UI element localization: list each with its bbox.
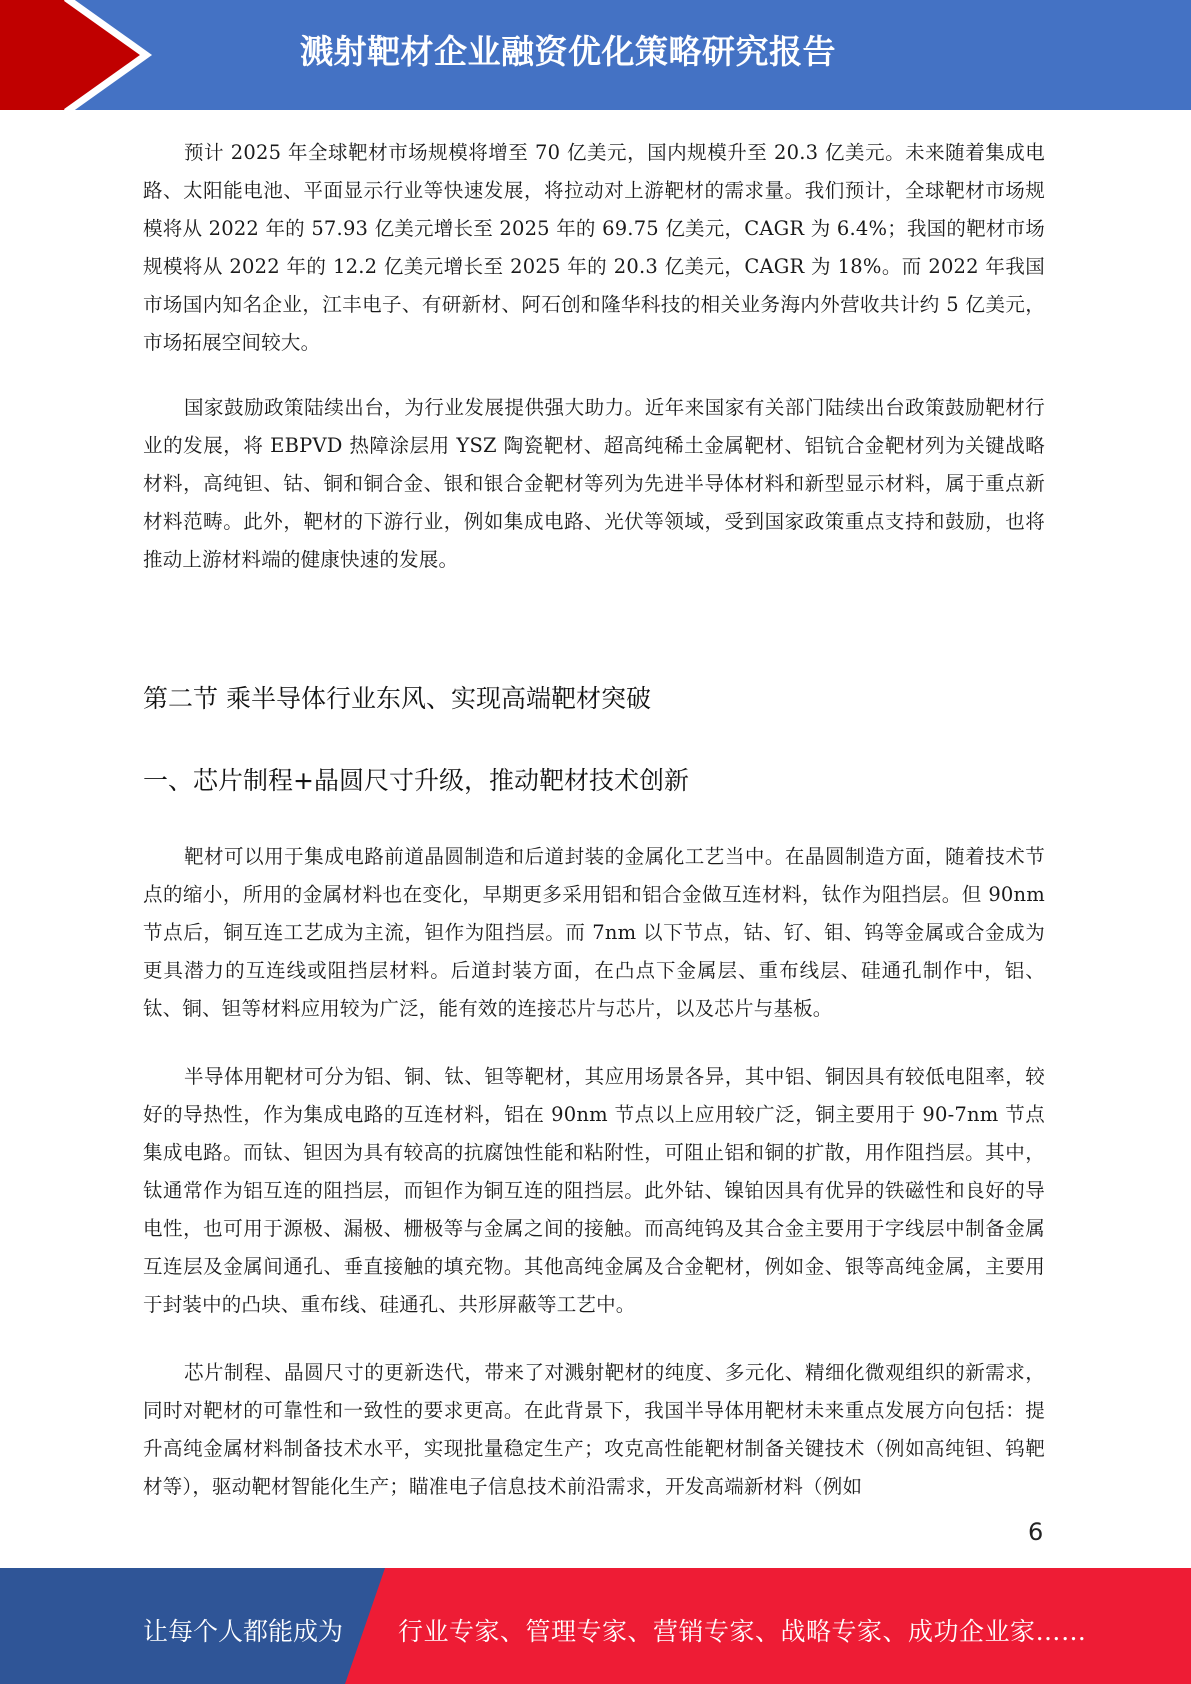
section-heading: 第二节 乘半导体行业东风、实现高端靶材突破 [143, 684, 651, 713]
paragraph-semiconductor-targets: 半导体用靶材可分为铝、铜、钛、钽等靶材，其应用场景各异，其中铝、铜因具有较低电阻率，较好的导热性，作为集成电路的互连材料，铝在 90nm 节点以上应用较广泛，铜主要用于 90-7nm 节点集成电路。而钛、钽因为具有较高的抗腐蚀性能和粘附性，可阻止铝和铜的扩散，用作阻挡层。其中，钛通常作为铝互连的阻挡层，而钽作为铜互连的阻挡层。此外钴、镍铂因具有优异的铁磁性和良好的导电性，也可用于源极、漏极、栅极等与金属之间的接触。而高纯钨及其合金主要用于字线层中制备金属互连层及金属间通孔、垂直接触的填充物。其他高纯金属及合金靶材，例如金、银等高纯金属，主要用于封装中的凸块、重布线、硅通孔、共形屏蔽等工艺中。 [143, 1065, 1045, 1316]
report-title: 溅射靶材企业融资优化策略研究报告 [300, 32, 836, 71]
footer-slogan-left: 让每个人都能成为 [143, 1617, 344, 1646]
paragraph-wafer-metallization: 靶材可以用于集成电路前道晶圆制造和后道封装的金属化工艺当中。在晶圆制造方面，随着技术节点的缩小，所用的金属材料也在变化，早期更多采用铝和铝合金做互连材料，钛作为阻挡层。但 90nm 节点后，铜互连工艺成为主流，钽作为阻挡层。而 7nm 以下节点，钴、钌、钼、钨等金属或合金成为更具潜力的互连线或阻挡层材料。后道封装方面，在凸点下金属层、重布线层、硅通孔制作中，铝、钛、铜、钽等材料应用较为广泛，能有效的连接芯片与芯片，以及芯片与基板。 [143, 845, 1045, 1020]
paragraph-development-direction: 芯片制程、晶圆尺寸的更新迭代，带来了对溅射靶材的纯度、多元化、精细化微观组织的新需求，同时对靶材的可靠性和一致性的要求更高。在此背景下，我国半导体用靶材未来重点发展方向包括：提升高纯金属材料制备技术水平，实现批量稳定生产；攻克高性能靶材制备关键技术（例如高纯钽、钨靶材等），驱动靶材智能化生产；瞄准电子信息技术前沿需求，开发高端新材料（例如 [143, 1361, 1045, 1498]
page-number: 6 [1028, 1518, 1044, 1546]
paragraph-policy: 国家鼓励政策陆续出台，为行业发展提供强大助力。近年来国家有关部门陆续出台政策鼓励靶材行业的发展，将 EBPVD 热障涂层用 YSZ 陶瓷靶材、超高纯稀土金属靶材、铝钪合金靶材列为关键战略材料，高纯钽、钴、铜和铜合金、银和银合金靶材等列为先进半导体材料和新型显示材料，属于重点新材料范畴。此外，靶材的下游行业，例如集成电路、光伏等领域，受到国家政策重点支持和鼓励，也将推动上游材料端的健康快速的发展。 [143, 396, 1045, 571]
footer-slogan-right: 行业专家、管理专家、营销专家、战略专家、成功企业家…… [398, 1617, 1087, 1646]
subsection-heading: 一、芯片制程+晶圆尺寸升级，推动靶材技术创新 [143, 766, 689, 795]
page-footer [0, 1568, 1191, 1684]
paragraph-market-size: 预计 2025 年全球靶材市场规模将增至 70 亿美元，国内规模升至 20.3 亿美元。未来随着集成电路、太阳能电池、平面显示行业等快速发展，将拉动对上游靶材的需求量。我们预计，全球靶材市场规模将从 2022 年的 57.93 亿美元增长至 2025 年的 69.75 亿美元，CAGR 为 6.4%；我国的靶材市场规模将从 2022 年的 12.2 亿美元增长至 2025 年的 20.3 亿美元，CAGR 为 18%。而 2022 年我国市场国内知名企业，江丰电子、有研新材、阿石创和隆华科技的相关业务海内外营收共计约 5 亿美元，市场拓展空间较大。 [143, 141, 1045, 354]
header-arrow-icon [0, 0, 160, 110]
page-header [0, 0, 1191, 110]
